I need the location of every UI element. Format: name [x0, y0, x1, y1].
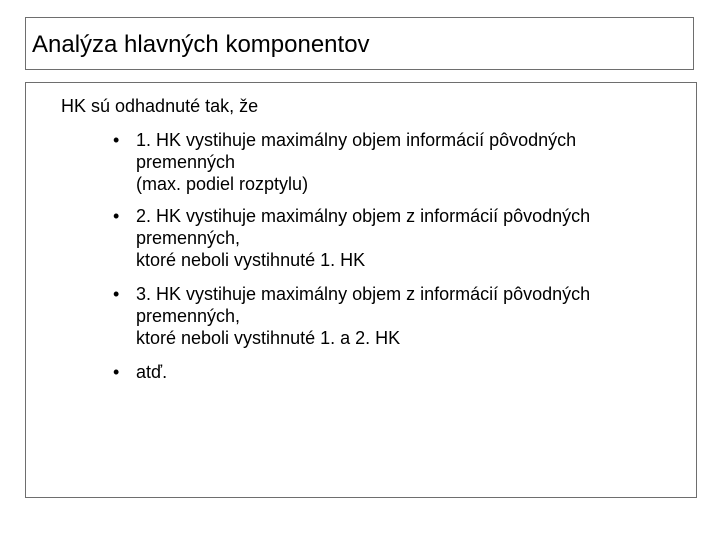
- bullet-line: premenných,: [136, 306, 241, 326]
- bullet-text: [136, 205, 590, 271]
- bullet-text: [136, 361, 167, 383]
- bullet-text: [136, 129, 576, 195]
- bullet-line: premenných,: [136, 228, 241, 248]
- bullet-dot-icon: •: [113, 130, 120, 150]
- bullet-dot-icon: •: [113, 362, 120, 382]
- bullet-text: [136, 283, 590, 349]
- bullet-line: ktoré neboli vystihnuté 1. a 2. HK: [136, 328, 401, 348]
- bullet-line: 3. HK vystihuje maximálny objem z informácií pôvodných: [136, 284, 591, 304]
- bullet-line: 2. HK vystihuje maximálny objem z informácií pôvodných: [136, 206, 591, 226]
- bullet-line: 1. HK vystihuje maximálny objem informácií pôvodných: [136, 130, 577, 150]
- bullet-dot-icon: •: [113, 206, 120, 226]
- bullet-dot-icon: •: [113, 284, 120, 304]
- slide-title-box: [25, 17, 694, 70]
- intro-text: HK sú odhadnuté tak, že: [61, 96, 259, 116]
- bullet-line: premenných: [136, 152, 236, 172]
- bullet-line: atď.: [136, 362, 168, 382]
- bullet-line: (max. podiel rozptylu): [136, 174, 309, 194]
- slide-content-box: [25, 82, 697, 498]
- slide-title: Analýza hlavných komponentov: [32, 31, 370, 58]
- bullet-line: ktoré neboli vystihnuté 1. HK: [136, 250, 366, 270]
